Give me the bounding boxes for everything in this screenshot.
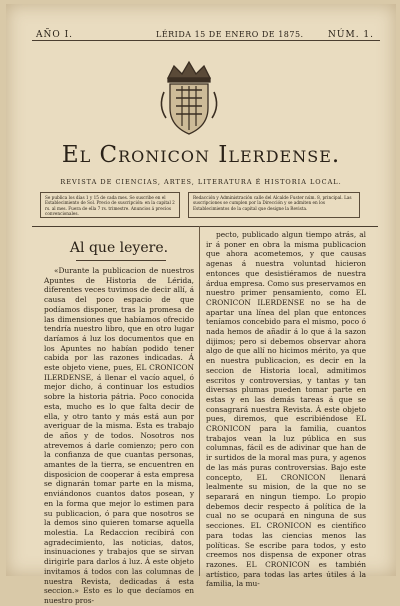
article-text-left: «Durante la publicacion de nuestros Apuntes de Historia de Lérida, diferentes veces tuvimos de decir allí, á causa del poco espacio de que podíamos disponer, tras la promesa de las dimensiones que habíamos ofrecido tendría nuestro libro, que en otro lugar daríamos á luz los documentos que en los Apuntes no habían podido tener cabida por las razones indicadas. Á este objeto viene, pues, EL CRONICON ILERDENSE, á llenar el vacío aquel, ó mejor dicho, á continuar los estudios sobre la historia pátria. Poco conocida esta, mucho es lo que falta decir de ella, y otro tanto y más está aun por averiguar de la misma. Esta es trabajo de años y de todos. Nosotros nos atrevemos á darle comienzo; pero con la confianza de que cuantas personas, amantes de la tierra, se encuentren en disposicion de cooperar á esta empresa se dignarán tomar parte en la misma, enviándonos cuantos datos posean, y en la forma que mejor lo estimen para su publicacion, ó para que nosotros se la demos sino quieren tomarse aquella molestia. La Redaccion recibirá con agradecimiento, las noticias, datos, insinuaciones y trabajos que se sirvan dirigirle para darlos á luz. Á este objeto invitamos á todos con las columnas de nuestra Revista, dedicadas á esta seccion.» Esto es lo que decíamos en nuestro pros- [44, 266, 194, 605]
column-divider [199, 226, 200, 576]
article-text-right: pecto, publicado algun tiempo atrás, al ir á poner en obra la misma publicacion que ahora acometemos, y que causas agenas á nuestra voluntad hicieron entonces que desistiéramos de nuestra árdua empresa. Como sus preservamos en nuestro primer pensamiento, como EL CRONICON ILERDENSE no se ha de apartar una línea del plan que entonces teníamos concebido para el mismo, poco ó nada hemos de añadir á lo que á la sazon dijimos; pero si debemos observar ahora algo de que allí no hicimos mérito, ya que en nuestra publicacion, es decir en la seccion de Historia local, admitimos escritos y controversias, y tantas y tan diversas plumas pueden tomar parte en estas y en las demás tareas á que se consagrará nuestra Revista. Á este objeto pues, diremos, que escribiéndose EL CRONICON para la familia, cuantos trabajos vean la luz pública en sus columnas, fácil es de adivinar que han de ir surtidos de la moral mas pura, y agenos de las más puras controversias. Bajo este concepto, EL CRONICON llenará lealmente su mision, de la que no se separará en ningun tiempo. Lo propio debemos decir respecto á política de la cual no se ocupará en ninguna de sus secciones. EL CRONICON es científico para todas las ciencias menos las políticas. Se escribe para todos, y esto creemos nos dispensa de exponer otras razones. EL CRONICON es también artístico, para todas las artes útiles á la familia, la mu- [206, 230, 366, 589]
title-rule [76, 260, 166, 261]
article-title: Al que leyere. [69, 240, 169, 256]
header-rule [32, 40, 380, 41]
section-rule [32, 226, 378, 227]
header-date: LÉRIDA 15 DE ENERO DE 1875. [156, 30, 304, 39]
masthead-title: El Cronicon Ilerdense. [61, 142, 341, 168]
coat-of-arms-icon [154, 56, 224, 138]
article-column-left [44, 266, 194, 606]
header-year: AÑO I. [36, 30, 74, 40]
newspaper-page [6, 4, 396, 605]
masthead-subtitle: REVISTA DE CIENCIAS, ARTES, LITERATURA É HISTORIA LOCAL. [60, 178, 342, 186]
header-number: NÚM. 1. [328, 30, 374, 40]
administration-box: Redacción y Administración calle del Alcalde Fuster núm. 8, principal. Las suscripciones se cumplen por la Dirección y se admiten en los Establecimientos de la capital que designe la Revista. [188, 192, 360, 218]
article-column-right [206, 230, 366, 589]
subscription-box: Se publica los días 1 y 15 de cada mes. Se suscribe en el Establecimiento de Sol. Precio de suscripción: en la capital 2 rs. al mes. Fuera de ella 7 rs. trimestre. Anuncios á precios convencionales. [40, 192, 180, 218]
